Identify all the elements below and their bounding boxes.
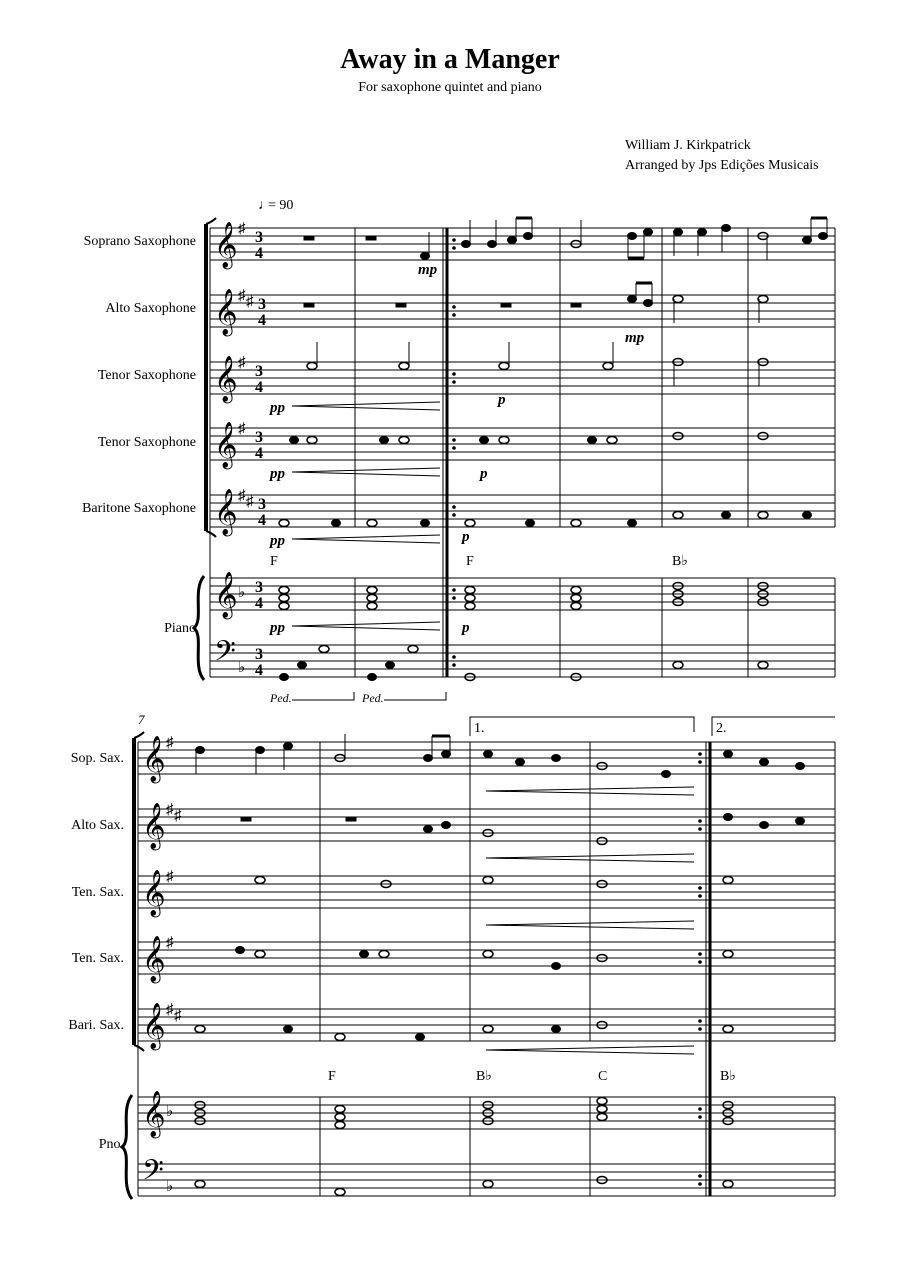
clefs-system-2 [142, 736, 166, 1193]
sharp-icon: ♯ [166, 802, 174, 818]
time-sig-bottom: 4 [255, 245, 263, 262]
staff-label-piano: Piano [164, 621, 196, 636]
score-subtitle: For saxophone quintet and piano [358, 80, 542, 95]
sharp-icon: ♯ [166, 735, 174, 751]
staff-tenor-2 [210, 428, 835, 460]
dynamic-mark: mp [625, 330, 645, 346]
barlines-system-2 [320, 742, 835, 1196]
staff-tenor-1 [210, 362, 835, 394]
treble-clef-icon: 𝄞 [142, 1003, 166, 1048]
chord-symbol: C [598, 1069, 608, 1084]
dynamic-mark: mp [418, 262, 438, 278]
dynamics-system-1 [268, 262, 645, 636]
flat-icon: ♭ [238, 585, 246, 601]
pedal-markings [269, 691, 384, 705]
sharp-icon: ♯ [238, 221, 246, 237]
dynamic-mark: pp [270, 533, 285, 549]
sharp-icon: ♯ [238, 488, 246, 504]
key-signatures-system-2 [166, 735, 182, 1195]
notes-system-1 [279, 218, 828, 681]
piano-brace [122, 1095, 132, 1199]
time-sig-bottom: 4 [258, 512, 266, 529]
treble-clef-icon: 𝄞 [214, 572, 238, 617]
time-sig-top: 3 [258, 296, 266, 313]
sharp-icon: ♯ [166, 869, 174, 885]
arranger: Arranged by Jps Edições Musicais [625, 158, 819, 173]
dynamic-mark: pp [270, 400, 285, 416]
staff-label-tenor-1: Tenor Saxophone [97, 368, 196, 383]
treble-clef-icon: 𝄞 [142, 803, 166, 848]
treble-clef-icon: 𝄞 [214, 356, 238, 401]
pedal-mark: Ped. [362, 691, 384, 705]
bass-clef-icon: 𝄢 [214, 637, 236, 674]
clefs-system-1 [214, 222, 238, 674]
time-sig-top: 3 [255, 579, 263, 596]
time-sig-top: 3 [255, 363, 263, 380]
bass-clef-icon: 𝄢 [142, 1156, 164, 1193]
staff-soprano [138, 742, 835, 774]
flat-icon: ♭ [238, 660, 246, 676]
tempo-text: = 90 [268, 198, 294, 213]
dynamic-mark: pp [270, 466, 285, 482]
chord-symbol: B♭ [672, 554, 688, 569]
half-rest-icon [366, 236, 376, 240]
staff-piano-treble [210, 578, 835, 610]
sharp-icon: ♯ [174, 1008, 182, 1024]
time-sig-top: 3 [255, 229, 263, 246]
measure-number: 7 [138, 712, 145, 727]
staff-soprano [210, 228, 835, 260]
time-sig-top: 3 [255, 429, 263, 446]
staves-system-1 [210, 228, 835, 677]
staff-label-tenor-2-short: Ten. Sax. [71, 951, 124, 966]
piano-brace [194, 576, 204, 680]
staff-alto [210, 295, 835, 327]
sharp-icon: ♯ [166, 935, 174, 951]
staff-baritone [210, 495, 835, 527]
time-sig-bottom: 4 [258, 312, 266, 329]
staff-tenor-1 [138, 876, 835, 908]
treble-clef-icon: 𝄞 [142, 870, 166, 915]
chord-symbol: F [270, 554, 278, 569]
treble-clef-icon: 𝄞 [214, 489, 238, 534]
volta-brackets [470, 717, 835, 736]
sharp-icon: ♯ [238, 355, 246, 371]
staff-label-piano-short: Pno. [98, 1137, 124, 1152]
end-repeat-barline [698, 742, 710, 1196]
key-signatures-system-1 [238, 221, 254, 676]
chord-symbols-system-1 [270, 554, 688, 569]
chord-symbol: B♭ [720, 1069, 736, 1084]
dynamic-mark: p [480, 466, 488, 482]
pedal-mark: Ped. [270, 691, 292, 705]
staff-label-soprano-short: Sop. Sax. [70, 751, 124, 766]
treble-clef-icon: 𝄞 [214, 289, 238, 334]
staff-label-baritone-short: Bari. Sax. [68, 1018, 124, 1033]
score-title: Away in a Manger [340, 44, 560, 75]
dynamic-mark: p [462, 620, 470, 636]
chord-symbol: F [328, 1069, 336, 1084]
whole-rest-icon [304, 236, 314, 240]
treble-clef-icon: 𝄞 [142, 936, 166, 981]
staff-label-tenor-2: Tenor Saxophone [97, 435, 196, 450]
time-sig-bottom: 4 [255, 662, 263, 679]
first-ending-label: 1. [474, 721, 485, 736]
treble-clef-icon: 𝄞 [214, 222, 238, 267]
dynamic-mark: pp [270, 620, 285, 636]
chord-symbol: F [466, 554, 474, 569]
time-signatures-system-1 [255, 229, 266, 679]
flat-icon: ♭ [166, 1179, 174, 1195]
flat-icon: ♭ [166, 1104, 174, 1120]
tempo-note: ♩ [258, 198, 272, 213]
time-sig-bottom: 4 [255, 595, 263, 612]
dynamic-mark: p [498, 392, 506, 408]
dynamic-mark: p [462, 529, 470, 545]
chord-symbols-system-2 [328, 1069, 736, 1084]
staff-label-alto-short: Alto Sax. [71, 818, 124, 833]
staff-label-tenor-1-short: Ten. Sax. [71, 885, 124, 900]
chord-symbol: B♭ [476, 1069, 492, 1084]
time-sig-top: 3 [255, 646, 263, 663]
treble-clef-icon: 𝄞 [142, 1091, 166, 1136]
composer: William J. Kirkpatrick [625, 138, 751, 153]
staves-system-2 [138, 742, 835, 1196]
sharp-icon: ♯ [166, 1002, 174, 1018]
treble-clef-icon: 𝄞 [214, 422, 238, 467]
sharp-icon: ♯ [246, 494, 254, 510]
time-sig-top: 3 [258, 496, 266, 513]
notes-system-2 [195, 734, 805, 1196]
treble-clef-icon: 𝄞 [142, 736, 166, 781]
staff-piano-bass [210, 645, 835, 677]
sharp-icon: ♯ [246, 294, 254, 310]
sharp-icon: ♯ [238, 288, 246, 304]
staff-label-baritone: Baritone Saxophone [82, 501, 196, 516]
time-sig-bottom: 4 [255, 379, 263, 396]
sharp-icon: ♯ [238, 421, 246, 437]
second-ending-label: 2. [716, 721, 727, 736]
staff-label-alto: Alto Saxophone [105, 301, 196, 316]
staff-label-soprano: Soprano Saxophone [83, 234, 196, 249]
sharp-icon: ♯ [174, 808, 182, 824]
time-sig-bottom: 4 [255, 445, 263, 462]
